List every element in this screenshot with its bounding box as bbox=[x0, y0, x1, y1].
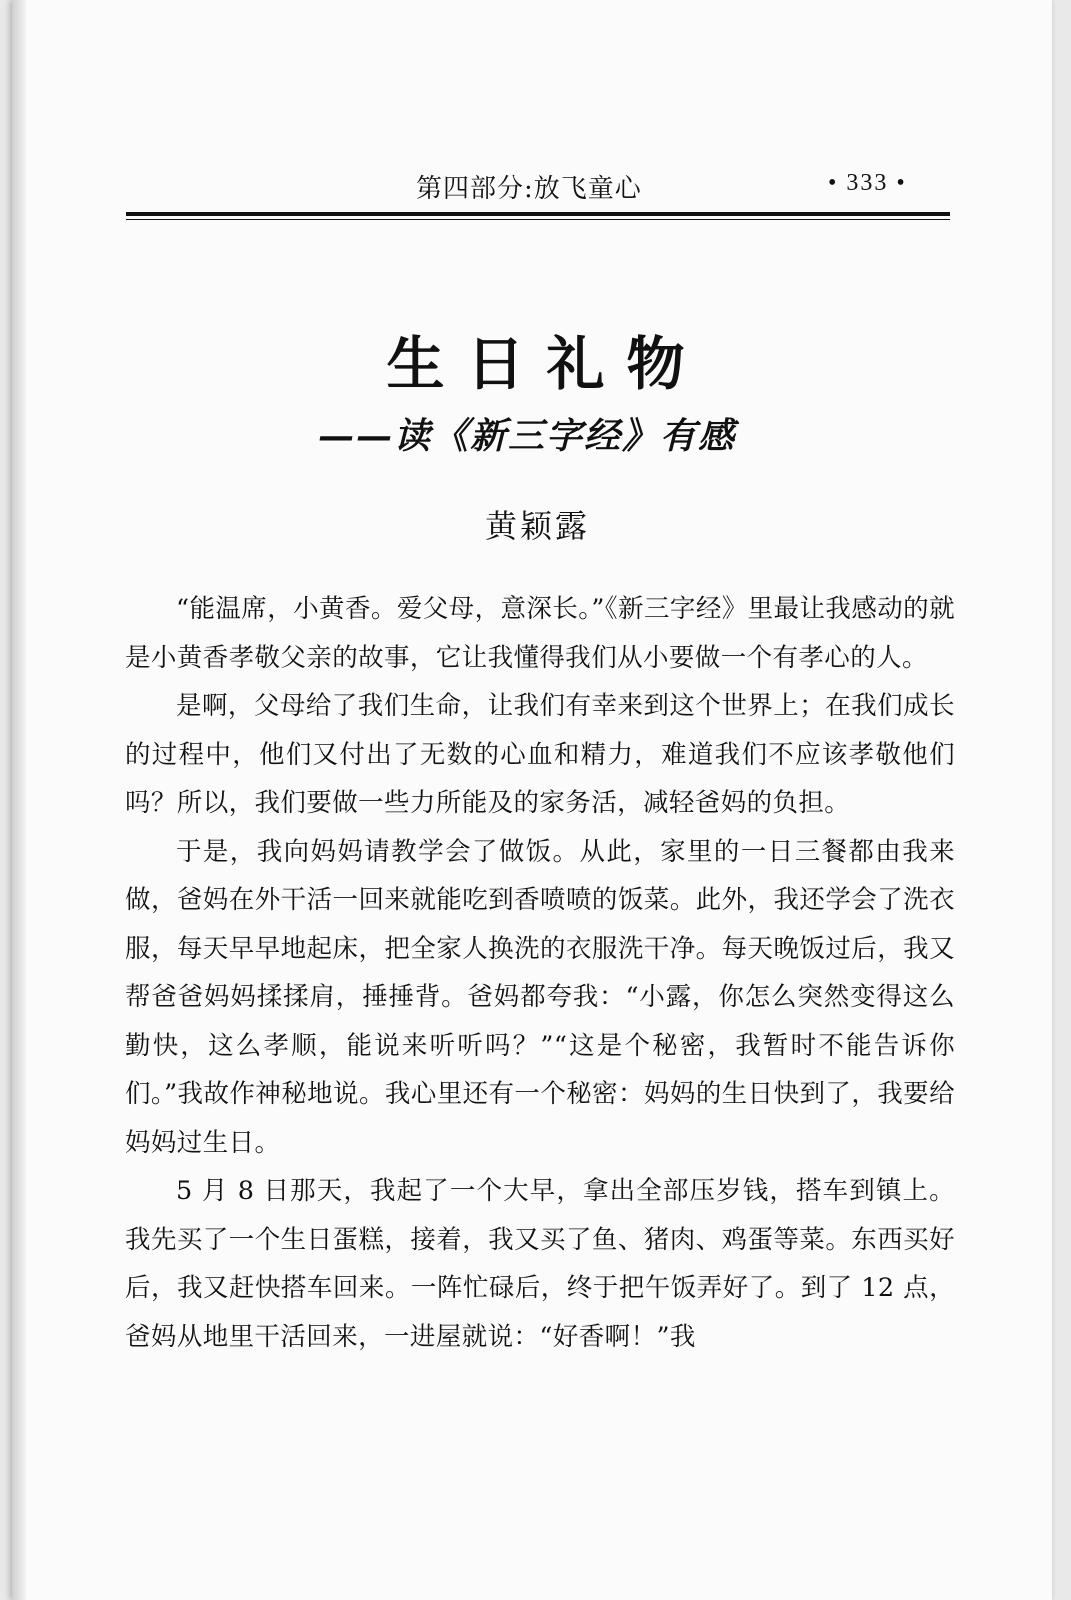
article-subtitle: ——读《新三字经》有感 bbox=[318, 415, 737, 457]
paragraph: “能温席，小黄香。爱父母，意深长。”《新三字经》里最让我感动的就是小黄香孝敬父亲的故事，它让我懂得我们从小要做一个有孝心的人。 bbox=[125, 594, 955, 673]
section-title: 第四部分:放飞童心 bbox=[416, 174, 642, 204]
header-rule-thick bbox=[126, 212, 950, 216]
scan-edge bbox=[12, 0, 26, 1600]
running-header bbox=[0, 168, 1071, 208]
paragraph: 于是，我向妈妈请教学会了做饭。从此，家里的一日三餐都由我来做，爸妈在外干活一回来就能吃到香喷喷的饭菜。此外，我还学会了洗衣服，每天早早地起床，把全家人换洗的衣服洗干净。每天晚饭过后，我又帮爸爸妈妈揉揉肩，捶捶背。爸妈都夸我：“小露，你怎么突然变得这么勤快，这么孝顺，能说来听听吗？”“这是个秘密，我暂时不能告诉你们。”我故作神秘地说。我心里还有一个秘密：妈妈的生日快到了，我要给妈妈过生日。 bbox=[125, 836, 955, 1158]
article-title: 生日礼物 bbox=[386, 330, 707, 398]
paragraph: 是啊，父母给了我们生命，让我们有幸来到这个世界上；在我们成长的过程中，他们又付出了无数的心血和精力，难道我们不应该孝敬他们吗？所以，我们要做一些力所能及的家务活，减轻爸妈的负担。 bbox=[125, 691, 955, 818]
article-body bbox=[125, 585, 955, 1361]
author-name: 黄颖露 bbox=[484, 507, 590, 545]
paragraph: 5 月 8 日那天，我起了一个大早，拿出全部压岁钱，搭车到镇上。我先买了一个生日蛋糕，接着，我又买了鱼、猪肉、鸡蛋等菜。东西买好后，我又赶快搭车回来。一阵忙碌后，终于把午饭弄好了。到了 12 点，爸妈从地里干活回来，一进屋就说：“好香啊！”我 bbox=[125, 1176, 955, 1352]
page-number: • 333 • bbox=[828, 170, 907, 196]
header-rule-thin bbox=[126, 219, 950, 220]
